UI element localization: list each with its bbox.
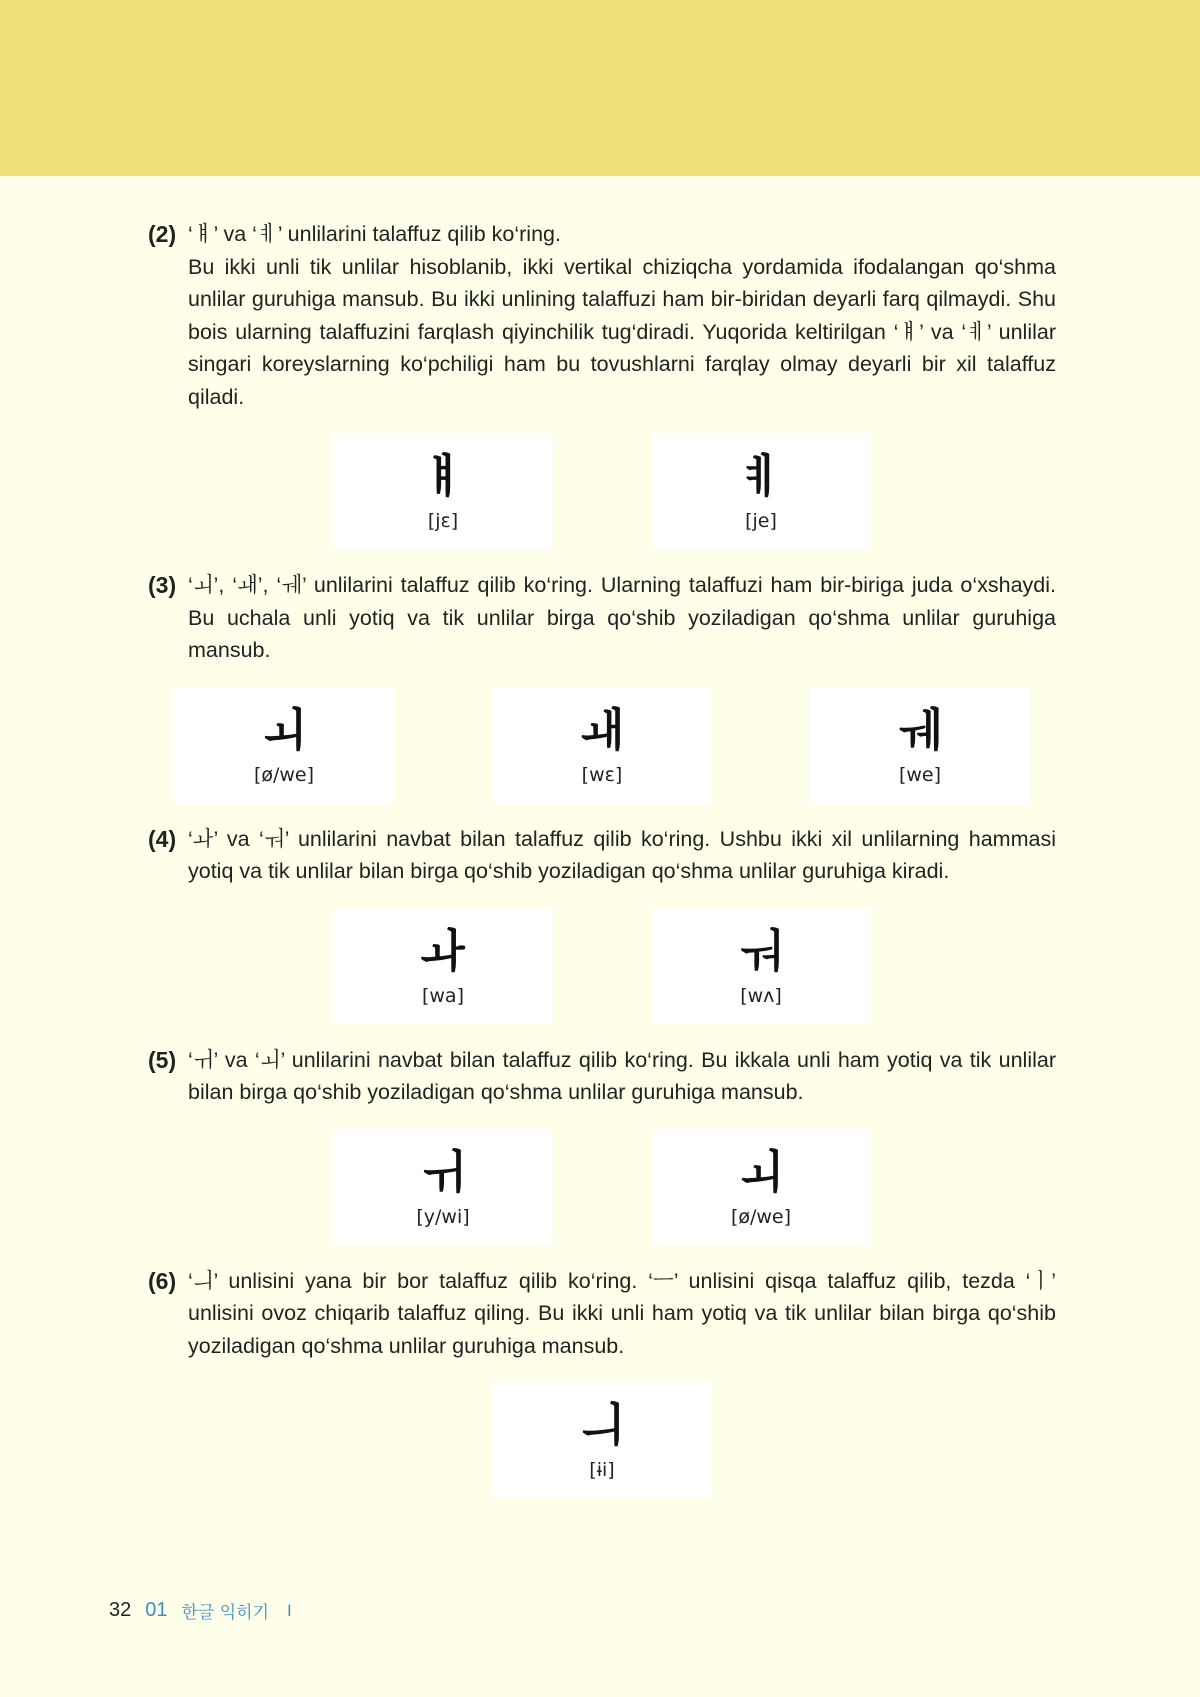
- section-heading: [148, 218, 1056, 251]
- chapter-title: 한글 익히기: [181, 1603, 270, 1623]
- vowel-cards: [148, 687, 1056, 803]
- vowel-ipa: [wʌ]: [740, 984, 782, 1007]
- page-content: [148, 218, 1056, 1518]
- page-footer: [109, 1598, 292, 1623]
- section-instruction: ‘ㅒ’ va ‘ㅖ’ unlilarini talaffuz qilib ko‘ring.: [188, 222, 561, 246]
- section-2: [148, 218, 1056, 549]
- section-number: (4): [148, 825, 177, 852]
- chapter-number: 01: [145, 1599, 168, 1621]
- section-instruction: ‘ㅚ’, ‘ㅙ’, ‘ㅞ’ unlilarini talaffuz qilib ko‘ring. Ularning talaffuzi ham bir-biriga juda o‘xshaydi. Bu uchala unli yotiq va tik unlilar birga qo‘shib yoziladigan qo‘shma unlilar guruhiga mansub.: [188, 573, 1056, 662]
- vowel-card: [492, 1382, 712, 1498]
- vowel-glyph: ㅘ: [420, 923, 466, 978]
- vowel-glyph: ㅚ: [261, 702, 307, 757]
- vowel-ipa: [y/wi]: [416, 1205, 470, 1228]
- section-3: [148, 569, 1056, 803]
- vowel-card: [333, 1129, 553, 1245]
- vowel-card: [651, 908, 871, 1024]
- vowel-glyph: ㅝ: [738, 923, 784, 978]
- chapter-separator: I: [287, 1600, 292, 1620]
- section-instruction: ‘ㅢ’ unlisini yana bir bor talaffuz qilib ko‘ring. ‘ㅡ’ unlisini qisqa talaffuz qilib, tezda ‘ㅣ’ unlisini ovoz chiqarib talaffuz qiling. Bu ikki unli ham yotiq va tik unlilar bilan birga qo‘shib yoziladigan qo‘shma unlilar guruhiga mansub.: [188, 1268, 1056, 1358]
- vowel-glyph: ㅙ: [579, 702, 625, 757]
- section-body: Bu ikki unli tik unlilar hisoblanib, ikki vertikal chiziqcha yordamida ifodalangan qo‘shma unlilar guruhiga mansub. Bu ikki unlining talaffuzi ham bir-biridan deyarli farq qilmaydi. Shu bois ularning talaffuzini farqlash qiyinchilik tug‘diradi. Yuqorida keltirilgan ‘ㅒ’ va ‘ㅖ’ unlilar singari koreyslarning ko‘pchiligi ham bu tovushlarni farqlay olmay deyarli bir xil talaffuz qiladi.: [188, 254, 1056, 409]
- vowel-card: [174, 687, 394, 803]
- vowel-cards: [148, 1382, 1056, 1498]
- section-heading: [148, 1265, 1056, 1363]
- vowel-ipa: [ø/we]: [730, 1205, 792, 1228]
- vowel-cards: [148, 1129, 1056, 1245]
- vowel-card: [333, 433, 553, 549]
- vowel-card: [651, 1129, 871, 1245]
- section-number: (2): [148, 221, 177, 247]
- vowel-glyph: ㅢ: [579, 1398, 625, 1452]
- vowel-card: [333, 908, 553, 1024]
- section-5: [148, 1044, 1056, 1245]
- section-number: (5): [148, 1046, 177, 1073]
- page-number: 32: [109, 1599, 132, 1621]
- section-6: [148, 1265, 1056, 1499]
- section-instruction: ‘ㅟ’ va ‘ㅚ’ unlilarini navbat bilan talaffuz qilib ko‘ring. Bu ikkala unli ham yotiq va tik unlilar bilan birga qo‘shib yoziladigan qo‘shma unlilar guruhiga mansub.: [188, 1047, 1056, 1104]
- vowel-glyph: ㅖ: [738, 449, 784, 503]
- vowel-ipa: [wa]: [421, 984, 464, 1007]
- vowel-ipa: [we]: [898, 763, 942, 786]
- vowel-cards: [148, 433, 1056, 549]
- section-4: [148, 823, 1056, 1024]
- vowel-ipa: [jɛ]: [427, 510, 459, 532]
- section-heading: [148, 823, 1056, 888]
- section-number: (6): [148, 1267, 177, 1294]
- vowel-card: [810, 687, 1030, 803]
- vowel-card: [651, 433, 871, 549]
- section-number: (3): [148, 572, 177, 598]
- vowel-glyph: ㅞ: [897, 702, 943, 757]
- vowel-glyph: ㅒ: [420, 449, 466, 503]
- vowel-ipa: [wɛ]: [581, 763, 623, 786]
- vowel-card: [492, 687, 712, 803]
- vowel-glyph: ㅟ: [420, 1144, 466, 1199]
- vowel-ipa: [je]: [745, 510, 777, 532]
- vowel-glyph: ㅚ: [738, 1144, 784, 1199]
- section-heading: [148, 1044, 1056, 1109]
- vowel-ipa: [ø/we]: [253, 763, 315, 786]
- section-instruction: ‘ㅘ’ va ‘ㅝ’ unlilarini navbat bilan talaffuz qilib ko‘ring. Ushbu ikki xil unlilarning hammasi yotiq va tik unlilar bilan birga qo‘shib yoziladigan qo‘shma unlilar guruhiga kiradi.: [188, 826, 1056, 883]
- header-band: [0, 0, 1200, 176]
- vowel-cards: [148, 908, 1056, 1024]
- vowel-ipa: [ɨi]: [589, 1459, 615, 1481]
- section-heading: [148, 569, 1056, 667]
